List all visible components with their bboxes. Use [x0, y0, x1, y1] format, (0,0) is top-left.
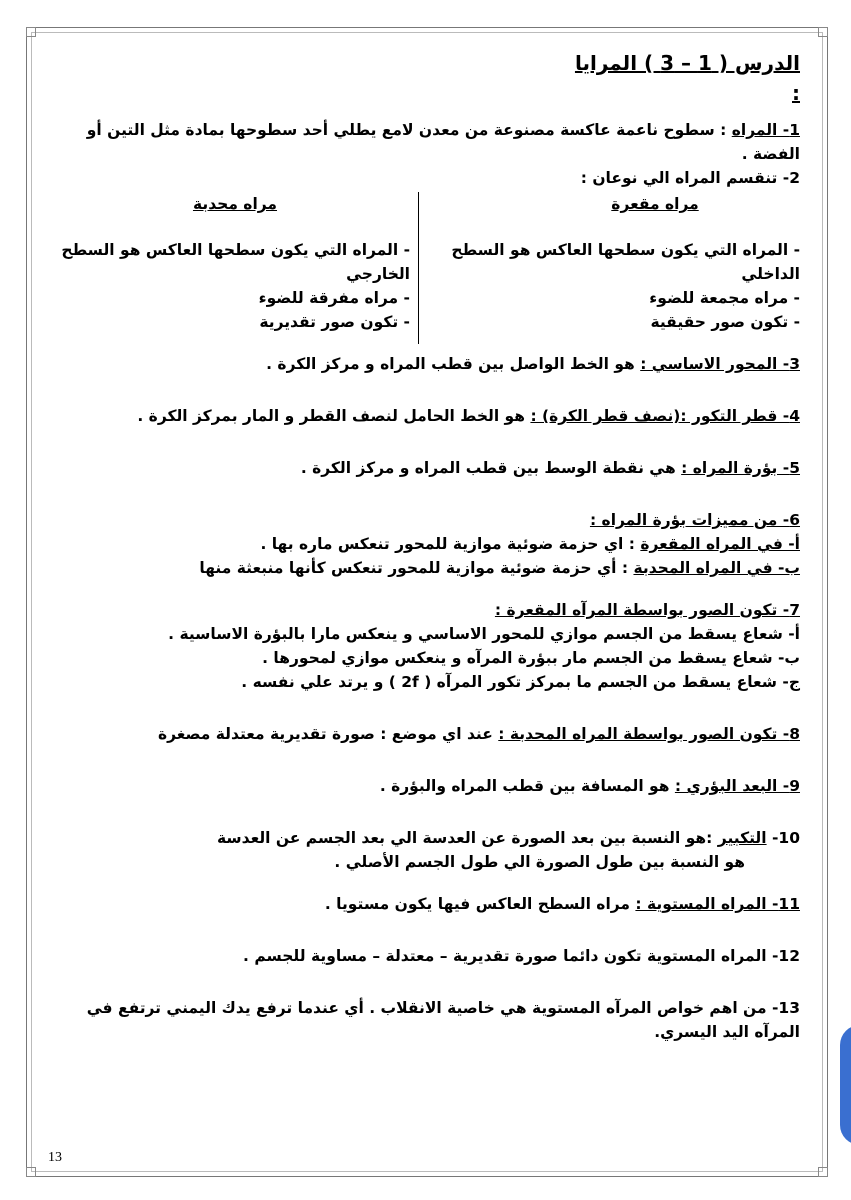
corner-ornament — [26, 1167, 36, 1177]
item-11: 11- المراه المستوية : مراه السطح العاكس فيها يكون مستويا . — [324, 895, 800, 913]
item-6a: أ- في المراه المقعرة : اي حزمة ضوئية موازية للمحور تنعكس ماره بها . — [260, 535, 800, 553]
item-3: 3- المحور الاساسي : هو الخط الواصل بين قطب المراه و مركز الكرة . — [266, 355, 800, 373]
item-2: 2- تنقسم المراه الي نوعان : — [580, 169, 800, 187]
column-divider — [418, 192, 419, 344]
item-6: 6- من مميزات بؤرة المراه : — [589, 511, 800, 529]
convex-heading: مراه محدبة — [192, 195, 278, 213]
lesson-title: الدرس ( 1 – 3 ) المرايا — [574, 51, 800, 75]
lesson-title-colon: : — [792, 81, 800, 105]
concave-item: - المراه التي يكون سطحها العاكس هو السطح الداخلي — [451, 241, 800, 283]
item-5: 5- بؤرة المراه : هي نقطة الوسط بين قطب المراه و مركز الكرة . — [300, 459, 800, 477]
concave-column — [450, 192, 800, 334]
corner-ornament — [818, 27, 828, 37]
concave-heading: مراه مقعرة — [611, 195, 699, 213]
item-6b: ب- في المراه المحدبة : أي حزمة ضوئية موازية للمحور تنعكس كأنها منبعثة منها — [199, 559, 800, 577]
concave-item: - تكون صور حقيقية — [650, 313, 800, 331]
item-7a: أ- شعاع يسقط من الجسم موازي للمحور الاساسي و ينعكس مارا بالبؤرة الاساسية . — [168, 625, 800, 643]
item-7b: ب- شعاع يسقط من الجسم مار ببؤرة المرآه و ينعكس موازي لمحورها . — [262, 649, 800, 667]
item-7c: ج- شعاع يسقط من الجسم ما بمركز تكور المرآه ( 2f ) و يرتد علي نفسه . — [241, 673, 800, 691]
item-13: 13- من اهم خواص المرآه المستوية هي خاصية الانقلاب . أي عندما ترفع يدك اليمني ترتفع في المرآه اليد اليسري. — [86, 999, 800, 1041]
convex-item: - المراه التي يكون سطحها العاكس هو السطح الخارجي — [61, 241, 410, 283]
item-1: 1- المراه : سطوح ناعمة عاكسة مصنوعة من معدن لامع يطلي أحد سطوحها بمادة مثل التين أو الفضة . — [86, 121, 800, 163]
convex-item: - تكون صور تقديرية — [259, 313, 410, 331]
concave-item: - مراه مجمعة للضوء — [649, 289, 800, 307]
item-7: 7- تكون الصور بواسطة المرآه المقعرة : — [494, 601, 800, 619]
item-10: 10- التكبير :هو النسبة بين بعد الصورة عن العدسة الي بعد الجسم عن العدسة — [216, 829, 800, 847]
item-12: 12- المراه المستوية تكون دائما صورة تقديرية – معتدلة – مساوية للجسم . — [243, 947, 800, 965]
item-8: 8- تكون الصور بواسطة المراه المحدبة : عند اي موضع : صورة تقديرية معتدلة مصغرة — [157, 725, 800, 743]
mirror-types-table — [60, 192, 800, 342]
item-10-line2: هو النسبة بين طول الصورة الي طول الجسم الأصلي . — [334, 853, 745, 871]
item-4: 4- قطر التكور :(نصف قطر الكرة) : هو الخط الحامل لنصف القطر و المار بمركز الكرة . — [137, 407, 800, 425]
corner-ornament — [818, 1167, 828, 1177]
corner-ornament — [26, 27, 36, 37]
convex-item: - مراه مفرقة للضوء — [258, 289, 410, 307]
convex-column — [60, 192, 410, 334]
side-tab — [840, 1025, 851, 1145]
page-number: 13 — [48, 1150, 62, 1165]
lesson-content — [60, 48, 800, 1044]
item-9: 9- البعد البؤري : هو المسافة بين قطب المراه والبؤرة . — [379, 777, 800, 795]
